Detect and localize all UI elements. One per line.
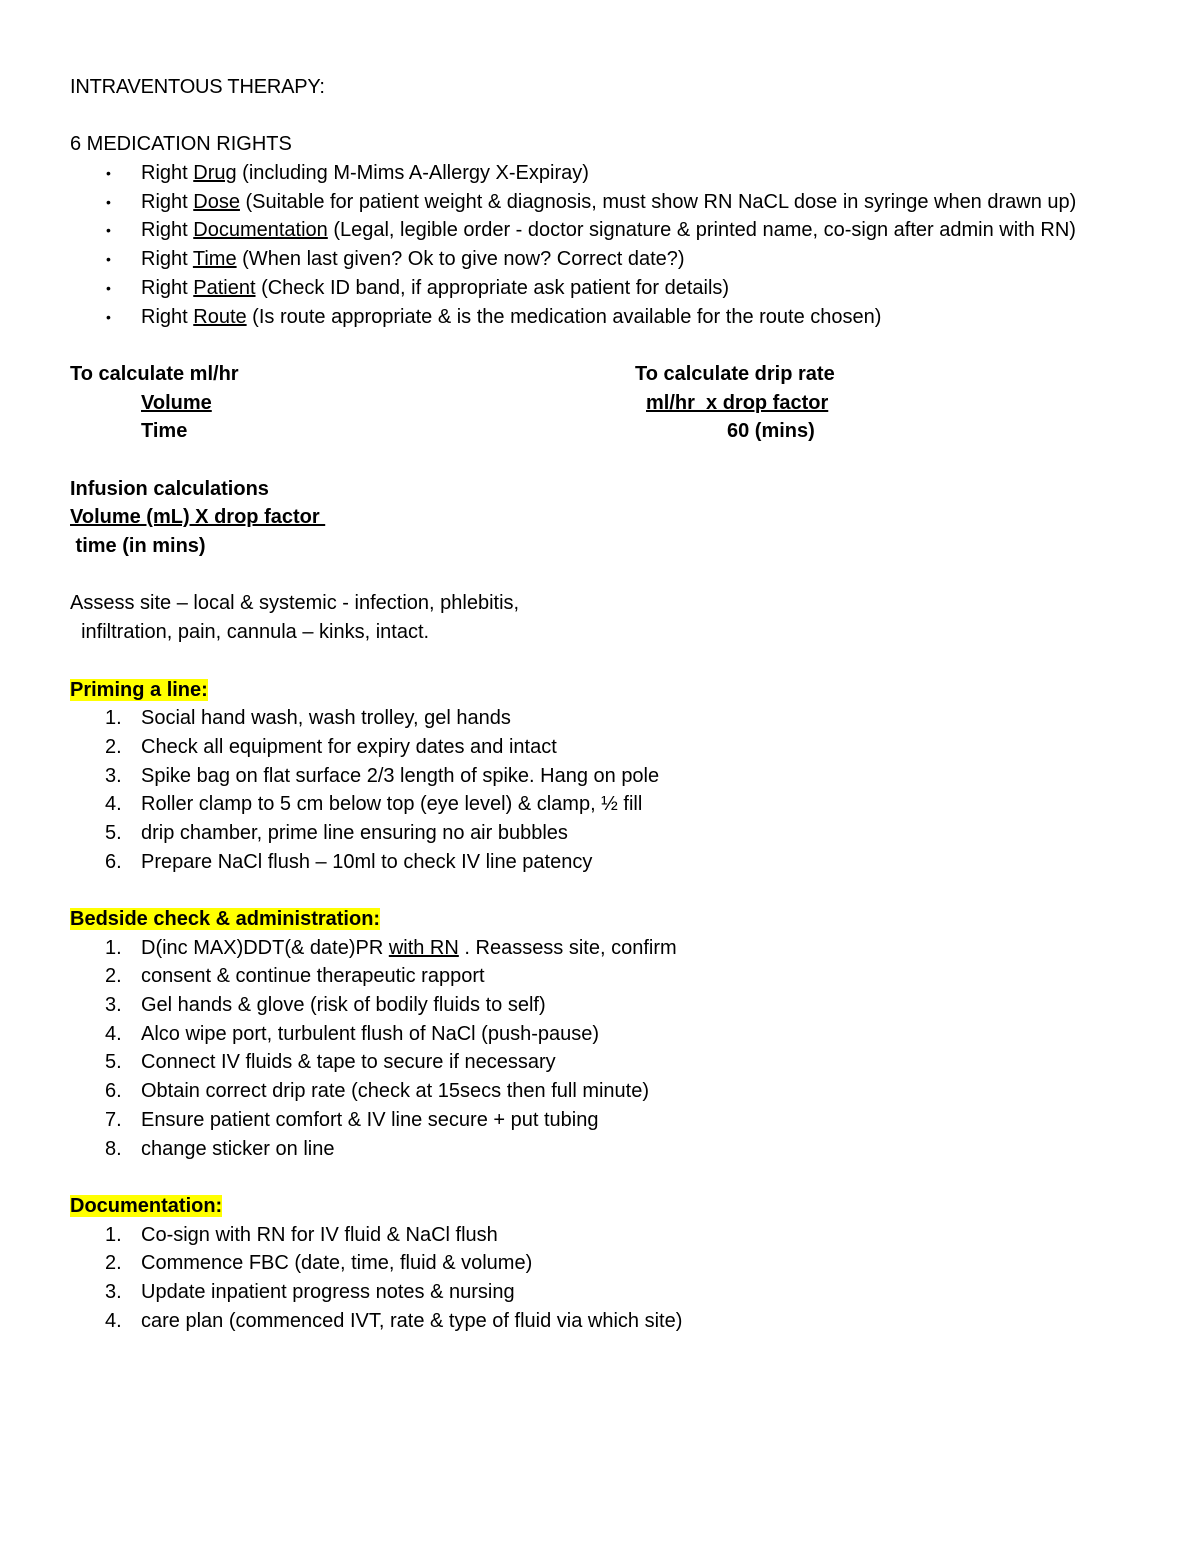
list-item bbox=[70, 1307, 1130, 1336]
right-prefix: Right bbox=[141, 219, 194, 242]
spacer bbox=[70, 561, 1130, 590]
drip-rate-heading: To calculate drip rate bbox=[635, 362, 835, 385]
step-number: 2. bbox=[105, 965, 122, 988]
bullet-icon: • bbox=[106, 251, 111, 268]
right-key: Patient bbox=[193, 276, 256, 299]
right-detail: (Is route appropriate & is the medication available for the route chosen) bbox=[246, 305, 882, 328]
documentation-steps bbox=[70, 1221, 1130, 1336]
bullet-icon: • bbox=[106, 165, 111, 182]
right-detail: (Suitable for patient weight & diagnosis, must show RN NaCL dose in syringe when drawn up) bbox=[239, 190, 1077, 213]
step-text: . Reassess site, confirm bbox=[458, 936, 677, 959]
step-number: 5. bbox=[105, 821, 122, 844]
documentation-heading: Documentation: bbox=[70, 1194, 223, 1217]
spacer bbox=[70, 102, 1130, 131]
priming-heading: Priming a line: bbox=[70, 678, 208, 701]
step-number: 7. bbox=[105, 1108, 122, 1131]
list-item bbox=[70, 962, 1130, 991]
assess-line-1: Assess site – local & systemic - infection, phlebitis, bbox=[70, 592, 520, 615]
list-item bbox=[70, 819, 1130, 848]
right-prefix: Right bbox=[141, 190, 194, 213]
step-text: Gel hands & glove (risk of bodily fluids to self) bbox=[141, 994, 546, 1017]
right-key: Documentation bbox=[193, 219, 328, 242]
step-text: Commence FBC (date, time, fluid & volume) bbox=[141, 1252, 533, 1275]
step-number: 6. bbox=[105, 850, 122, 873]
step-text: Update inpatient progress notes & nursing bbox=[141, 1280, 515, 1303]
step-text: consent & continue therapeutic rapport bbox=[141, 965, 485, 988]
calc-denominators bbox=[70, 417, 1130, 446]
list-item bbox=[70, 848, 1130, 877]
list-item bbox=[70, 704, 1130, 733]
step-text: Obtain correct drip rate (check at 15secs then full minute) bbox=[141, 1080, 650, 1103]
list-item bbox=[70, 1278, 1130, 1307]
right-prefix: Right bbox=[141, 276, 194, 299]
list-item bbox=[70, 733, 1130, 762]
list-item bbox=[70, 1077, 1130, 1106]
right-prefix: Right bbox=[141, 162, 194, 185]
ml-hr-numerator: Volume bbox=[141, 391, 212, 414]
drip-rate-numerator: ml/hr x drop factor bbox=[646, 391, 829, 414]
ml-hr-heading: To calculate ml/hr bbox=[70, 362, 239, 385]
step-text: care plan (commenced IVT, rate & type of fluid via which site) bbox=[141, 1309, 683, 1332]
ml-hr-denominator: Time bbox=[141, 420, 188, 443]
list-item bbox=[70, 762, 1130, 791]
right-key: Time bbox=[192, 248, 237, 271]
list-item bbox=[70, 1249, 1130, 1278]
bullet-icon: • bbox=[106, 308, 111, 325]
step-text: Alco wipe port, turbulent flush of NaCl (push-pause) bbox=[141, 1022, 600, 1045]
step-number: 2. bbox=[105, 735, 122, 758]
spacer bbox=[70, 1163, 1130, 1192]
step-number: 1. bbox=[105, 707, 122, 730]
step-number: 8. bbox=[105, 1137, 122, 1160]
spacer bbox=[70, 876, 1130, 905]
list-item bbox=[70, 1106, 1130, 1135]
list-item bbox=[70, 274, 1120, 303]
spacer bbox=[70, 446, 1130, 475]
bedside-heading-row bbox=[70, 905, 1130, 934]
list-item bbox=[70, 245, 1120, 274]
list-item bbox=[70, 303, 1120, 332]
step-number: 3. bbox=[105, 994, 122, 1017]
step-text: Spike bag on flat surface 2/3 length of spike. Hang on pole bbox=[141, 764, 660, 787]
document-page bbox=[70, 73, 1130, 1335]
bedside-heading: Bedside check & administration: bbox=[70, 908, 381, 931]
step-text: Social hand wash, wash trolley, gel hands bbox=[141, 707, 511, 730]
step-text: Connect IV fluids & tape to secure if necessary bbox=[141, 1051, 556, 1074]
bedside-steps bbox=[70, 934, 1130, 1164]
list-item bbox=[70, 216, 1120, 245]
right-detail: (When last given? Ok to give now? Correct date?) bbox=[236, 248, 685, 271]
step-text: change sticker on line bbox=[141, 1137, 335, 1160]
step-number: 4. bbox=[105, 793, 122, 816]
infusion-numerator-row bbox=[70, 503, 1130, 532]
step-text: Prepare NaCl flush – 10ml to check IV line patency bbox=[141, 850, 593, 873]
step-number: 4. bbox=[105, 1309, 122, 1332]
assess-line-2: infiltration, pain, cannula – kinks, intact. bbox=[70, 621, 430, 644]
step-number: 1. bbox=[105, 1223, 122, 1246]
bullet-icon: • bbox=[106, 193, 111, 210]
calc-headings bbox=[70, 360, 1130, 389]
bullet-icon: • bbox=[106, 279, 111, 296]
list-item bbox=[70, 1048, 1130, 1077]
right-detail: (Legal, legible order - doctor signature & printed name, co-sign after admin with RN) bbox=[327, 219, 1076, 242]
infusion-numerator: Volume (mL) X drop factor bbox=[70, 506, 326, 529]
calc-numerators bbox=[70, 389, 1130, 418]
priming-steps bbox=[70, 704, 1130, 876]
list-item bbox=[70, 1135, 1130, 1164]
infusion-denominator: time (in mins) bbox=[70, 535, 206, 558]
infusion-heading: Infusion calculations bbox=[70, 477, 269, 500]
drip-rate-denominator: 60 (mins) bbox=[727, 420, 815, 443]
step-text: Co-sign with RN for IV fluid & NaCl flush bbox=[141, 1223, 498, 1246]
step-text: Roller clamp to 5 cm below top (eye level) & clamp, ½ fill bbox=[141, 793, 643, 816]
step-text: D(inc MAX)DDT(& date)PR bbox=[141, 936, 389, 959]
list-item bbox=[70, 991, 1130, 1020]
right-detail: (Check ID band, if appropriate ask patient for details) bbox=[255, 276, 730, 299]
list-item bbox=[70, 1020, 1130, 1049]
step-text-underlined: with RN bbox=[388, 936, 459, 959]
list-item bbox=[70, 790, 1130, 819]
right-key: Route bbox=[193, 305, 247, 328]
right-key: Drug bbox=[193, 162, 237, 185]
documentation-heading-row bbox=[70, 1192, 1130, 1221]
step-number: 5. bbox=[105, 1051, 122, 1074]
right-prefix: Right bbox=[141, 305, 194, 328]
right-detail: (including M-Mims A-Allergy X-Expiray) bbox=[236, 162, 589, 185]
list-item bbox=[70, 934, 1130, 963]
step-text: Check all equipment for expiry dates and intact bbox=[141, 735, 557, 758]
step-number: 1. bbox=[105, 936, 122, 959]
step-text: drip chamber, prime line ensuring no air bubbles bbox=[141, 821, 568, 844]
step-number: 6. bbox=[105, 1080, 122, 1103]
right-key: Dose bbox=[193, 190, 240, 213]
bullet-icon: • bbox=[106, 222, 111, 239]
step-number: 3. bbox=[105, 1280, 122, 1303]
spacer bbox=[70, 647, 1130, 676]
step-number: 3. bbox=[105, 764, 122, 787]
list-item bbox=[70, 188, 1120, 217]
document-title: INTRAVENTOUS THERAPY: bbox=[70, 76, 325, 98]
step-number: 2. bbox=[105, 1252, 122, 1275]
spacer bbox=[70, 331, 1130, 360]
rights-list bbox=[70, 159, 1120, 331]
priming-heading-row bbox=[70, 676, 1130, 705]
step-number: 4. bbox=[105, 1022, 122, 1045]
step-text: Ensure patient comfort & IV line secure + put tubing bbox=[141, 1108, 599, 1131]
list-item bbox=[70, 159, 1120, 188]
list-item bbox=[70, 1221, 1130, 1250]
right-prefix: Right bbox=[141, 248, 193, 271]
rights-heading: 6 MEDICATION RIGHTS bbox=[70, 133, 292, 156]
